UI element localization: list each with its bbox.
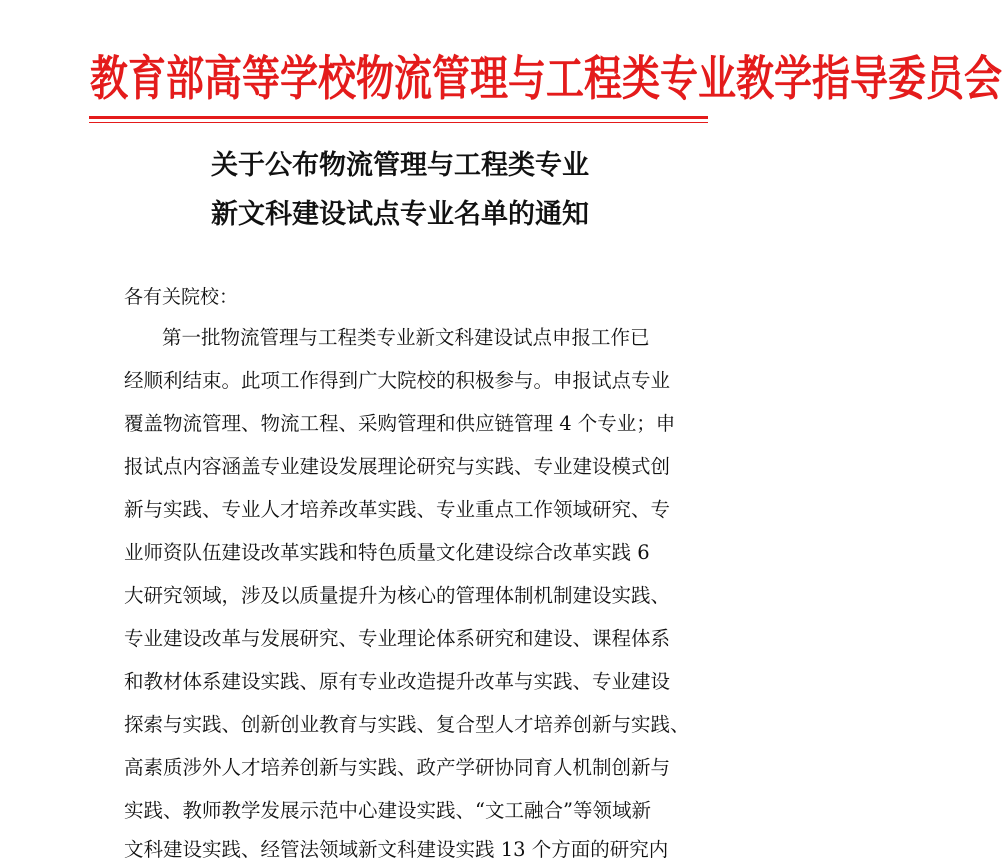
body-line: 覆盖物流管理、物流工程、采购管理和供应链管理 4 个专业；申 [124,412,676,435]
header-rule-thick [89,116,708,119]
body-line: 经顺利结束。此项工作得到广大院校的积极参与。申报试点专业 [124,369,671,392]
body-line: 专业建设改革与发展研究、专业理论体系研究和建设、课程体系 [124,627,671,650]
salutation: 各有关院校： [124,286,239,308]
body-line: 新与实践、专业人才培养改革实践、专业重点工作领域研究、专 [124,498,671,521]
organization-header: 教育部高等学校物流管理与工程类专业教学指导委员会 [90,50,1002,107]
body-line: 和教材体系建设实践、原有专业改造提升改革与实践、专业建设 [124,670,671,693]
body-line: 探索与实践、创新创业教育与实践、复合型人才培养创新与实践、 [124,713,690,736]
body-line: 业师资队伍建设改革实践和特色质量文化建设综合改革实践 6 [124,541,650,564]
body-line: 文科建设实践、经管法领域新文科建设实践 13 个方面的研究内 [124,838,669,861]
body-line: 第一批物流管理与工程类专业新文科建设试点申报工作已 [162,326,650,349]
body-line: 实践、教师教学发展示范中心建设实践、“文工融合”等领域新 [124,799,651,822]
body-line: 大研究领域，涉及以质量提升为核心的管理体制机制建设实践、 [124,584,671,607]
notice-title-line-1: 关于公布物流管理与工程类专业 [211,150,589,181]
notice-title-line-2: 新文科建设试点专业名单的通知 [211,199,589,230]
body-line: 报试点内容涵盖专业建设发展理论研究与实践、专业建设模式创 [124,455,671,478]
header-rule-thin [89,122,708,123]
body-line: 高素质涉外人才培养创新与实践、政产学研协同育人机制创新与 [124,756,671,779]
